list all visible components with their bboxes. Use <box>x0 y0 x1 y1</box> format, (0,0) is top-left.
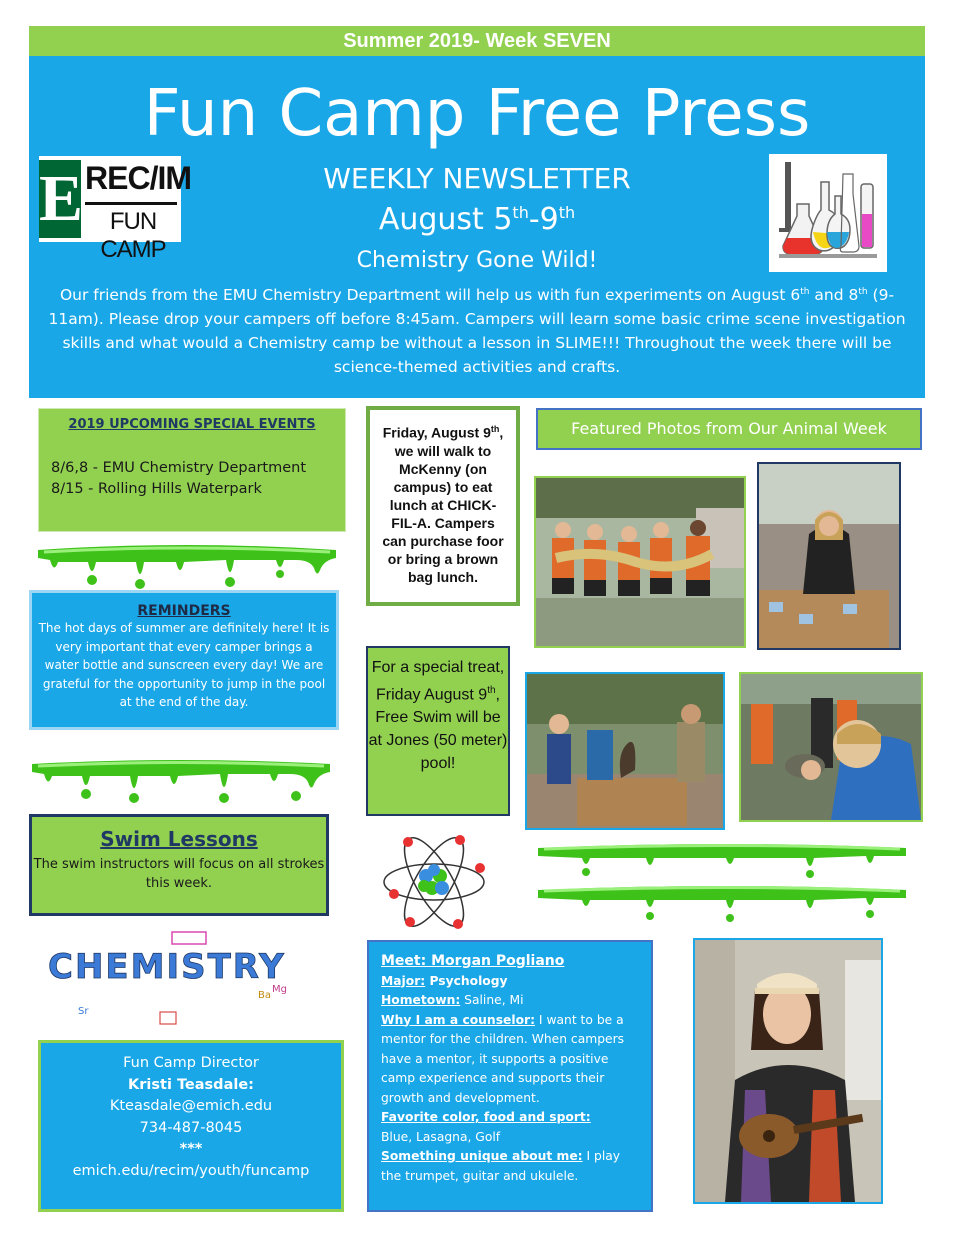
reminders-box <box>29 590 339 730</box>
event-item: 8/15 - Rolling Hills Waterpark <box>51 481 262 497</box>
photo-icon <box>536 478 744 646</box>
why-value: I want to be a mentor for the children. When campers have a mentor, it supports a positive camp experience and supports their growth and development. <box>381 1012 625 1105</box>
intro-sup-2: th <box>858 287 868 297</box>
logo-letter: E <box>39 160 81 238</box>
photo-icon <box>527 674 723 828</box>
chemistry-art-icon <box>44 930 334 1030</box>
logo-line1: REC/IM <box>85 160 191 196</box>
major-value: Psychology <box>425 973 508 988</box>
intro-paragraph <box>37 280 917 379</box>
camp-website-link[interactable]: emich.edu/recim/youth/funcamp <box>72 1162 310 1179</box>
photo-icon <box>695 940 881 1202</box>
swim-lessons-box <box>29 814 329 916</box>
week-banner: Summer 2019- Week SEVEN <box>29 26 925 56</box>
director-contact-box <box>38 1040 344 1212</box>
unique-value: I play the trumpet, guitar and ukulele. <box>381 1149 621 1183</box>
friday-lunch-box <box>366 406 520 606</box>
swim-body: The swim instructors will focus on all strokes this week. <box>33 857 325 891</box>
chemistry-word: CHEMISTRY <box>48 947 286 987</box>
newsletter-title: Fun Camp Free Press <box>143 77 811 151</box>
animal-week-photo-counselor-crate <box>757 462 901 650</box>
counselor-why <box>381 1011 639 1109</box>
dates-sup-2: th <box>558 203 576 222</box>
counselor-hometown <box>381 991 639 1011</box>
treat-sup: th <box>487 685 496 696</box>
photo-icon <box>741 674 921 820</box>
friday-sup: th <box>490 424 500 434</box>
featured-photos-label: Featured Photos from Our Animal Week <box>536 408 922 450</box>
counselor-unique <box>381 1147 639 1186</box>
friday-text-1: Friday, August 9 <box>382 424 491 441</box>
counselor-profile-box <box>367 940 653 1212</box>
counselor-heading: Meet: Morgan Pogliano <box>381 953 565 969</box>
header <box>29 56 925 398</box>
chem-symbol-sr: Sr <box>78 1006 89 1017</box>
animal-week-photo-boy-animal <box>739 672 923 822</box>
director-title: Fun Camp Director <box>123 1055 259 1071</box>
director-phone: 734-487-8045 <box>139 1119 243 1136</box>
events-heading: 2019 UPCOMING SPECIAL EVENTS <box>68 417 316 432</box>
friday-text-2: , we will walk to McKenny (on campus) to eat lunch at CHICK-FIL-A. Campers can purchase foor or bring a brown bag lunch. <box>382 424 504 585</box>
weekly-newsletter-label: WEEKLY NEWSLETTER <box>323 162 631 195</box>
major-label: Major: <box>381 973 426 988</box>
hometown-label: Hometown: <box>381 993 461 1007</box>
special-treat-box <box>366 646 510 816</box>
animal-week-photo-snake-group <box>534 476 746 648</box>
logo-line2: FUN CAMP <box>100 208 166 263</box>
chem-symbol-mg: Mg <box>272 984 287 995</box>
slime-divider-icon <box>34 540 340 590</box>
chem-symbol-ba: Ba <box>258 990 271 1001</box>
week-dates <box>29 202 925 237</box>
chemistry-word-art <box>44 930 334 1030</box>
slime-divider-icon <box>534 882 910 922</box>
favorites-value: Blue, Lasagna, Golf <box>381 1129 501 1144</box>
favorites-label: Favorite color, food and sport: <box>381 1110 591 1124</box>
counselor-favorites <box>381 1108 639 1128</box>
event-item: 8/6,8 - EMU Chemistry Department <box>51 460 307 476</box>
counselor-major <box>381 972 639 992</box>
hometown-value: Saline, Mi <box>460 993 524 1007</box>
counselor-photo <box>693 938 883 1204</box>
photo-icon <box>759 464 899 648</box>
treat-text-2: , Free Swim will be at Jones (50 meter) pool! <box>368 686 508 773</box>
intro-part-1: Our friends from the EMU Chemistry Department will help us with fun experiments on August 6 <box>59 286 801 305</box>
dates-sup-1: th <box>512 203 529 222</box>
dates-start: August 5 <box>378 202 513 237</box>
intro-sup-1: th <box>800 287 810 297</box>
reminders-body: The hot days of summer are definitely here! It is very important that every camper brings a water bottle and sunscreen every day! We are grateful for the opportunity to jump in the pool at the end of the day. <box>38 621 330 709</box>
slime-divider-icon <box>534 840 910 880</box>
why-label: Why I am a counselor: <box>381 1012 535 1027</box>
animal-week-photo-sea-lion <box>525 672 725 830</box>
unique-label: Something unique about me: <box>381 1149 583 1163</box>
director-name: Kristi Teasdale: <box>128 1076 254 1093</box>
slime-divider-icon <box>28 756 334 806</box>
director-email[interactable]: Kteasdale@emich.edu <box>109 1098 273 1114</box>
swim-heading: Swim Lessons <box>100 827 258 851</box>
intro-part-2: and 8 <box>809 286 859 305</box>
reminders-heading: REMINDERS <box>137 603 231 619</box>
atom-icon <box>380 830 488 934</box>
separator-stars: *** <box>179 1141 203 1157</box>
dates-end: -9 <box>528 202 559 237</box>
week-theme: Chemistry Gone Wild! <box>356 248 598 273</box>
intro-part-3: (9-11am). Please drop your campers off before 8:45am. Campers will learn some basic crime scene investigation skills and what would a Chemistry camp be without a lesson in SLIME!!! Throughout the week there will be science-themed activities and crafts. <box>48 286 906 377</box>
upcoming-events-box <box>38 408 346 532</box>
treat-text-1: For a special treat, Friday August 9 <box>371 659 505 704</box>
